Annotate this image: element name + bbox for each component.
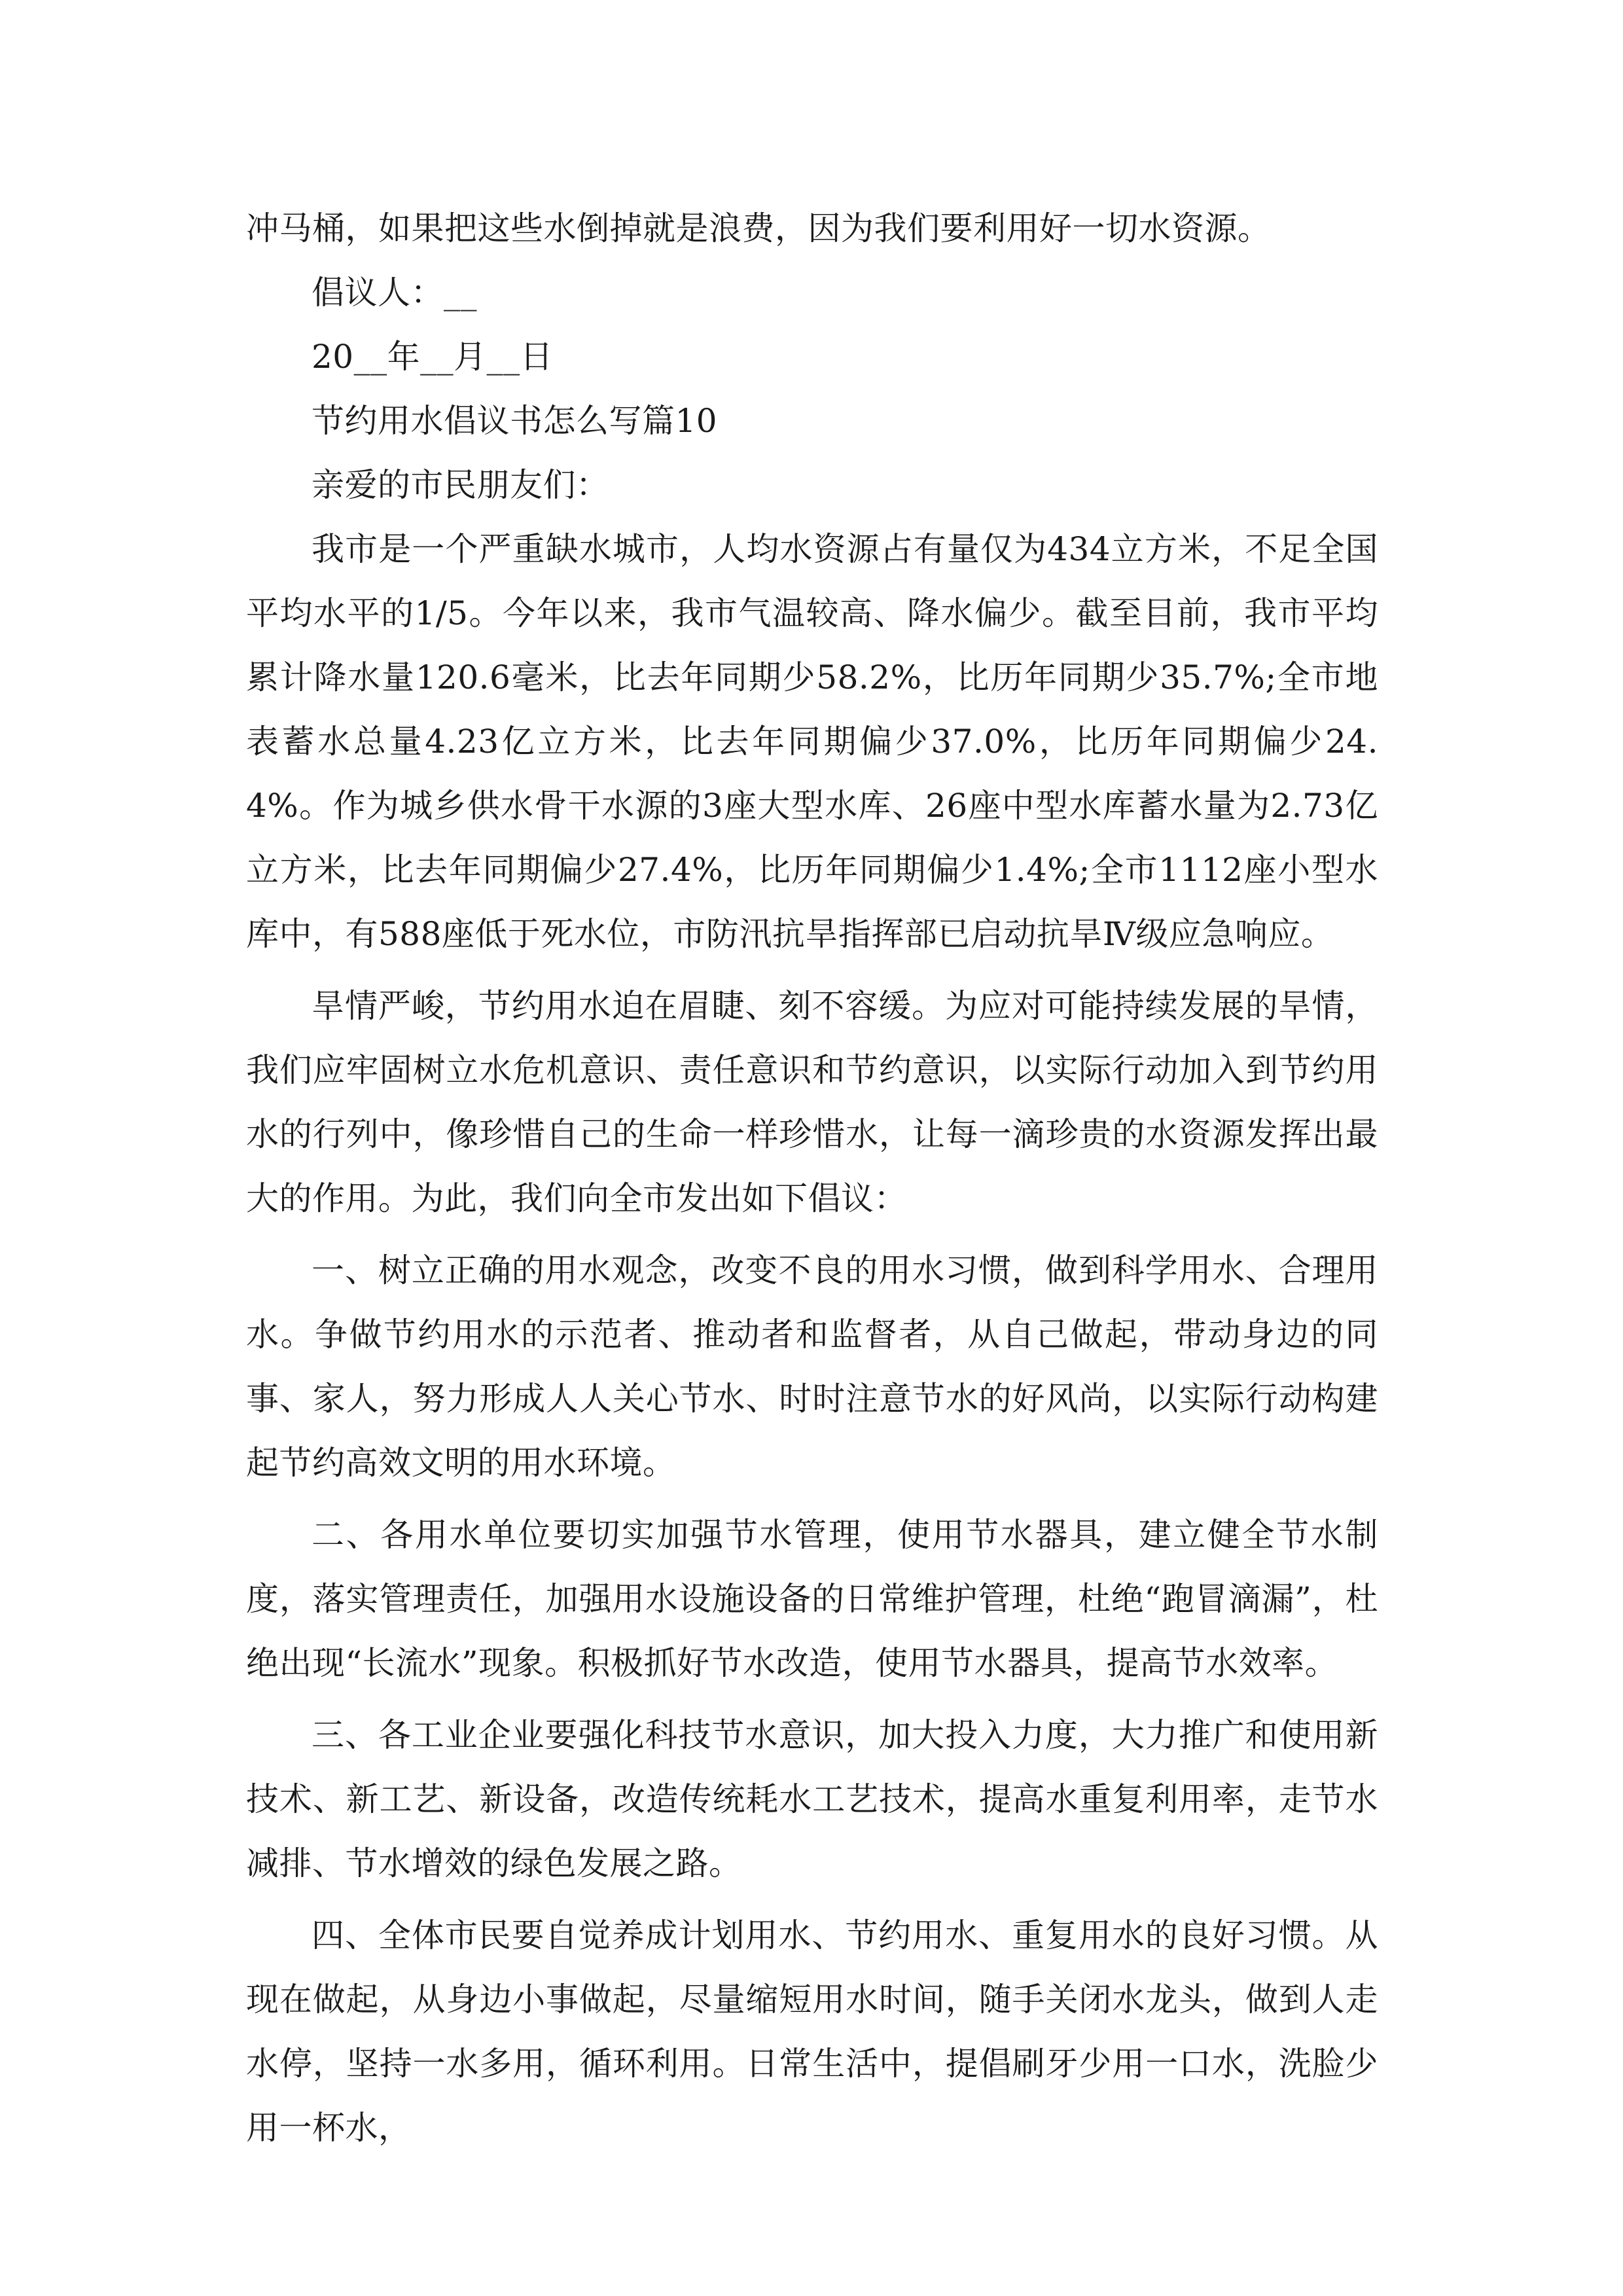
document-body [246, 196, 1378, 2160]
date-line: 20__年__月__日 [312, 338, 554, 376]
paragraph-drought-call: 旱情严峻，节约用水迫在眉睫、刻不容缓。为应对可能持续发展的旱情，我们应牢固树立水危机意识、责任意识和节约意识，以实际行动加入到节约用水的行列中，像珍惜自己的生命一样珍惜水，让每一滴珍贵的水资源发挥出最大的作用。为此，我们向全市发出如下倡议： [246, 987, 1378, 1217]
proposer-line: 倡议人：__ [312, 274, 477, 312]
paragraph-water-situation: 我市是一个严重缺水城市，人均水资源占有量仅为434立方米，不足全国平均水平的1/5。今年以来，我市气温较高、降水偏少。截至目前，我市平均累计降水量120.6毫米，比去年同期少58.2%，比历年同期少35.7%;全市地表蓄水总量4.23亿立方米，比去年同期偏少37.0%，比历年同期偏少24.4%。作为城乡供水骨干水源的3座大型水库、26座中型水库蓄水量为2.73亿立方米，比去年同期偏少27.4%，比历年同期偏少1.4%;全市1112座小型水库中，有588座低于死水位，市防汛抗旱指挥部已启动抗旱Ⅳ级应急响应。 [246, 530, 1378, 953]
salutation: 亲爱的市民朋友们： [312, 466, 609, 504]
paragraph-proposal-3: 三、各工业企业要强化科技节水意识，加大投入力度，大力推广和使用新技术、新工艺、新设备，改造传统耗水工艺技术，提高水重复利用率，走节水减排、节水增效的绿色发展之路。 [246, 1716, 1378, 1882]
paragraph-continuation: 冲马桶，如果把这些水倒掉就是浪费，因为我们要利用好一切水资源。 [246, 209, 1271, 247]
paragraph-proposal-1: 一、树立正确的用水观念，改变不良的用水习惯，做到科学用水、合理用水。争做节约用水的示范者、推动者和监督者，从自己做起，带动身边的同事、家人，努力形成人人关心节水、时时注意节水的好风尚，以实际行动构建起节约高效文明的用水环境。 [246, 1251, 1378, 1482]
section-title: 节约用水倡议书怎么写篇10 [312, 402, 718, 440]
paragraph-proposal-4: 四、全体市民要自觉养成计划用水、节约用水、重复用水的良好习惯。从现在做起，从身边小事做起，尽量缩短用水时间，随手关闭水龙头，做到人走水停，坚持一水多用，循环利用。日常生活中，提倡刷牙少用一口水，洗脸少用一杯水， [246, 1916, 1378, 2147]
paragraph-proposal-2: 二、各用水单位要切实加强节水管理，使用节水器具，建立健全节水制度，落实管理责任，加强用水设施设备的日常维护管理，杜绝“跑冒滴漏”，杜绝出现“长流水”现象。积极抓好节水改造，使用节水器具，提高节水效率。 [246, 1516, 1378, 1682]
